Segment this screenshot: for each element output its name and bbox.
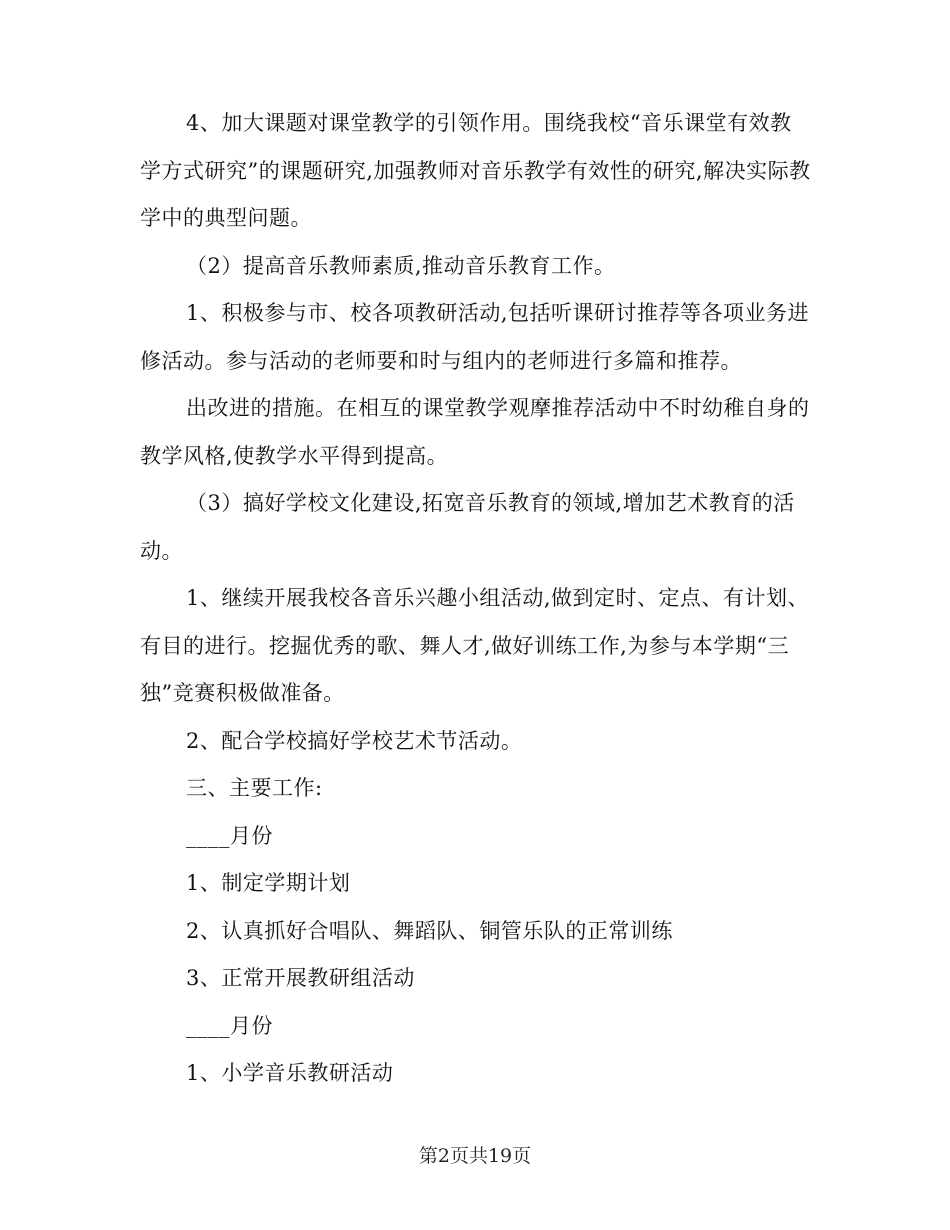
page-number-footer: 第2页共19页 [418, 1145, 532, 1167]
list-item-3: 3、正常开展教研组活动 [186, 966, 415, 990]
month-heading-2: ____月份 [186, 1013, 273, 1038]
list-item-1: 1、制定学期计划 [186, 871, 351, 895]
document-body [140, 100, 812, 1098]
section-heading: 三、主要工作: [186, 776, 323, 800]
paragraph-2: （2）提高音乐教师素质,推动音乐教育工作。 [186, 253, 616, 278]
list-item-4: 1、小学音乐教研活动 [186, 1061, 394, 1085]
list-item-2: 2、认真抓好合唱队、舞蹈队、铜管乐队的正常训练 [186, 918, 673, 943]
month-heading-1: ____月份 [186, 823, 273, 848]
paragraph-7: 2、配合学校搞好学校艺术节活动。 [186, 728, 523, 753]
paragraph-1: 4、加大课题对课堂教学的引领作用。围绕我校“音乐课堂有效教学方式研究”的课题研究,加强教师对音乐教学有效性的研究,解决实际教学中的典型问题。 [140, 111, 811, 230]
paragraph-5: （3）搞好学校文化建设,拓宽音乐教育的领域,增加艺术教育的活动。 [140, 491, 795, 563]
paragraph-6: 1、继续开展我校各音乐兴趣小组活动,做到定时、定点、有计划、有目的进行。挖掘优秀的歌、舞人才,做好训练工作,为参与本学期“三独”竞赛积极做准备。 [140, 586, 810, 705]
paragraph-4: 出改进的措施。在相互的课堂教学观摩推荐活动中不时幼稚自身的教学风格,使教学水平得到提高。 [140, 396, 810, 468]
paragraph-3: 1、积极参与市、校各项教研活动,包括听课研讨推荐等各项业务进修活动。参与活动的老师要和时与组内的老师进行多篇和推荐。 [140, 301, 810, 373]
